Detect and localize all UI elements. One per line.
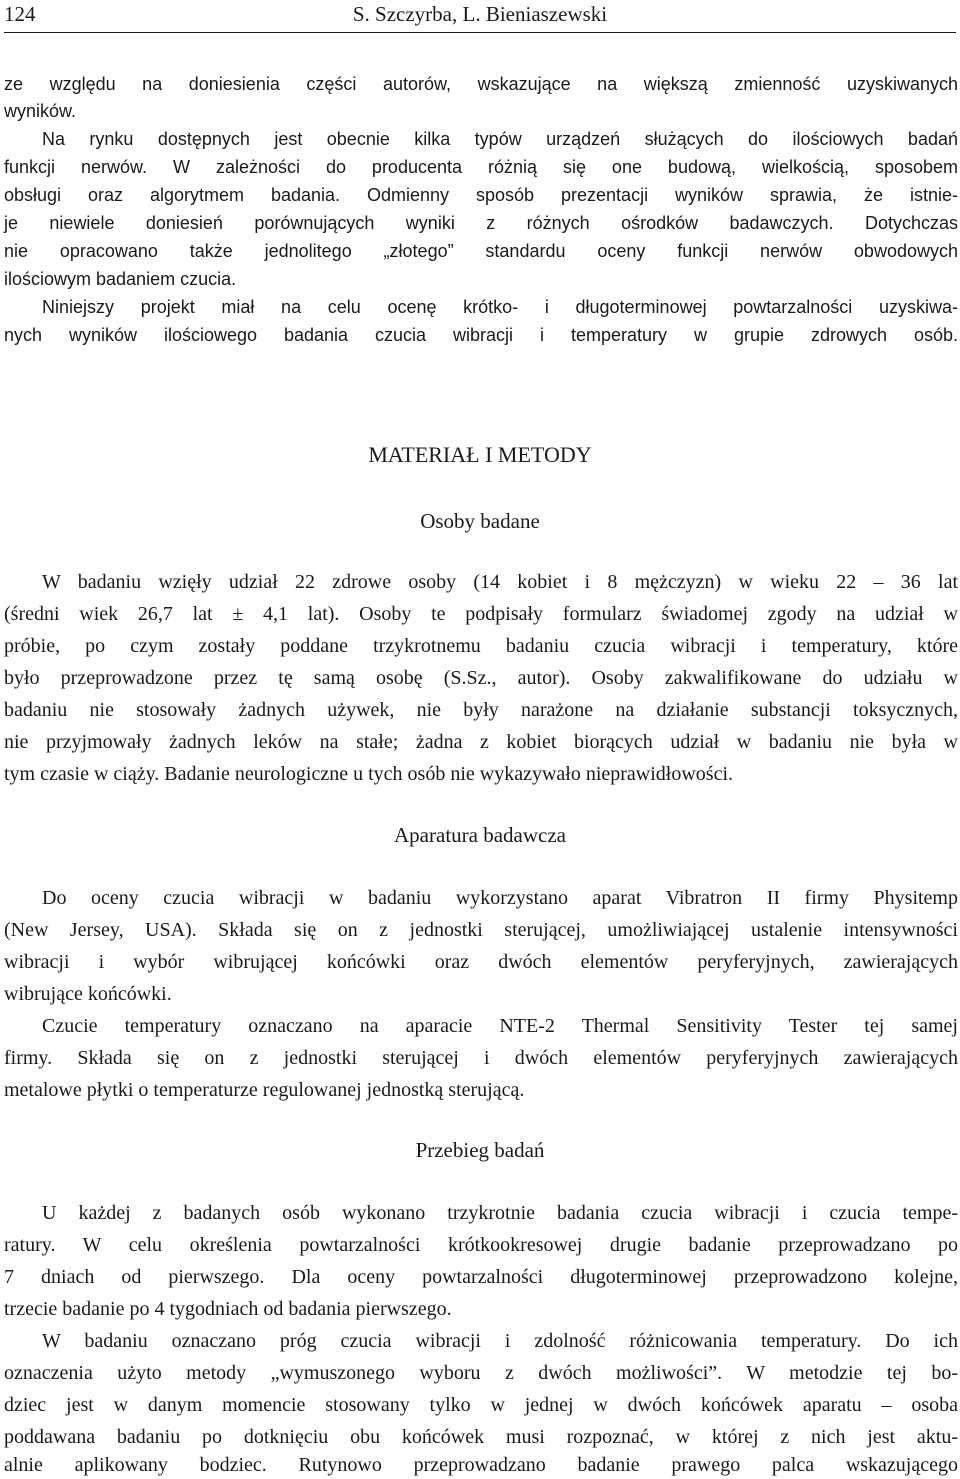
- przebieg-line-8: poddawana badaniu po dotknięciu obu końcówek musi rozpoznać, w której z nich jest aktu-: [4, 1426, 958, 1448]
- aparatura-line-3: wibracji i wybór wibrującej końcówki oraz dwóch elementów peryferyjnych, zawierających: [4, 951, 958, 973]
- intro-line-8: ilościowym badaniem czucia.: [4, 269, 237, 289]
- osoby-line-4: było przeprowadzone przez tę samą osobę (S.Sz., autor). Osoby zakwalifikowane do udziału w: [4, 667, 958, 689]
- aparatura-line-5: Czucie temperatury oznaczano na aparacie NTE-2 Thermal Sensitivity Tester tej samej: [42, 1015, 958, 1037]
- przebieg-line-2: ratury. W celu określenia powtarzalności krótkookresowej drugie badanie przeprowadzano po: [4, 1234, 958, 1256]
- przebieg-line-4: trzecie badanie po 4 tygodniach od badania pierwszego.: [4, 1298, 452, 1320]
- section-heading: MATERIAŁ I METODY: [368, 442, 592, 467]
- running-head-authors: S. Szczyrba, L. Bieniaszewski: [352, 2, 608, 26]
- intro-line-10: nych wyników ilościowego badania czucia wibracji i temperatury w grupie zdrowych osób.: [4, 325, 958, 345]
- przebieg-line-7: dziec jest w danym momencie stosowany tylko w jednej w dwóch końcówek aparatu – osoba: [4, 1394, 958, 1416]
- running-header: [4, 0, 956, 33]
- aparatura-line-1: Do oceny czucia wibracji w badaniu wykorzystano aparat Vibratron II firmy Physitemp: [42, 887, 958, 909]
- intro-line-3: Na rynku dostępnych jest obecnie kilka typów urządzeń służących do ilościowych badań: [42, 129, 958, 149]
- przebieg-line-9: alnie aplikowany bodziec. Rutynowo przeprowadzano badanie prawego palca wskazującego: [4, 1454, 958, 1476]
- intro-line-2: wyników.: [4, 101, 77, 121]
- intro-line-5: obsługi oraz algorytmem badania. Odmienny sposób prezentacji wyników sprawia, że istnie-: [4, 185, 958, 205]
- przebieg-line-3: 7 dniach od pierwszego. Dla oceny powtarzalności długoterminowej przeprowadzono kolejne,: [4, 1266, 958, 1288]
- osoby-line-6: nie przyjmowały żadnych leków na stałe; żadna z kobiet biorących udział w badaniu nie była w: [4, 731, 958, 753]
- intro-line-6: je niewiele doniesień porównujących wyniki z różnych ośrodków badawczych. Dotychczas: [4, 213, 958, 233]
- przebieg-line-1: U każdej z badanych osób wykonano trzykrotnie badania czucia wibracji i czucia tempe-: [42, 1202, 958, 1224]
- subsection-heading-przebieg: Przebieg badań: [415, 1138, 545, 1162]
- intro-line-4: funkcji nerwów. W zależności do producenta różnią się one budową, wielkością, sposobem: [4, 157, 958, 177]
- intro-line-9: Niniejszy projekt miał na celu ocenę krótko- i długoterminowej powtarzalności uzyskiwa-: [42, 297, 958, 317]
- osoby-line-7: tym czasie w ciąży. Badanie neurologiczne u tych osób nie wykazywało nieprawidłowości.: [4, 763, 734, 785]
- przebieg-line-5: W badaniu oznaczano próg czucia wibracji i zdolność różnicowania temperatury. Do ich: [42, 1330, 958, 1352]
- osoby-line-2: (średni wiek 26,7 lat ± 4,1 lat). Osoby te podpisały formularz świadomej zgody na udział w: [4, 603, 958, 625]
- subsection-heading-osoby: Osoby badane: [420, 509, 540, 533]
- page-number: 124: [4, 2, 36, 26]
- aparatura-line-2: (New Jersey, USA). Składa się on z jednostki sterującej, umożliwiającej ustalenie intensywności: [4, 919, 958, 941]
- subsection-heading-aparatura: Aparatura badawcza: [394, 823, 566, 847]
- osoby-line-3: próbie, po czym zostały poddane trzykrotnemu badaniu czucia wibracji i temperatury, które: [4, 635, 958, 657]
- aparatura-line-7: metalowe płytki o temperaturze regulowanej jednostką sterującą.: [4, 1079, 525, 1101]
- intro-line-1: ze względu na doniesienia części autorów, wskazujące na większą zmienność uzyskiwanych: [4, 74, 958, 94]
- osoby-line-1: W badaniu wzięły udział 22 zdrowe osoby (14 kobiet i 8 mężczyzn) w wieku 22 – 36 lat: [42, 571, 958, 593]
- przebieg-line-6: oznaczenia użyto metody „wymuszonego wyboru z dwóch możliwości”. W metodzie tej bo-: [4, 1362, 958, 1384]
- intro-line-7: nie opracowano także jednolitego „złotego” standardu oceny funkcji nerwów obwodowych: [4, 241, 958, 261]
- osoby-line-5: badaniu nie stosowały żadnych używek, nie były narażone na działanie substancji toksycznych,: [4, 699, 958, 721]
- aparatura-line-6: firmy. Składa się on z jednostki sterującej i dwóch elementów peryferyjnych zawierających: [4, 1047, 958, 1069]
- aparatura-line-4: wibrujące końcówki.: [4, 983, 172, 1005]
